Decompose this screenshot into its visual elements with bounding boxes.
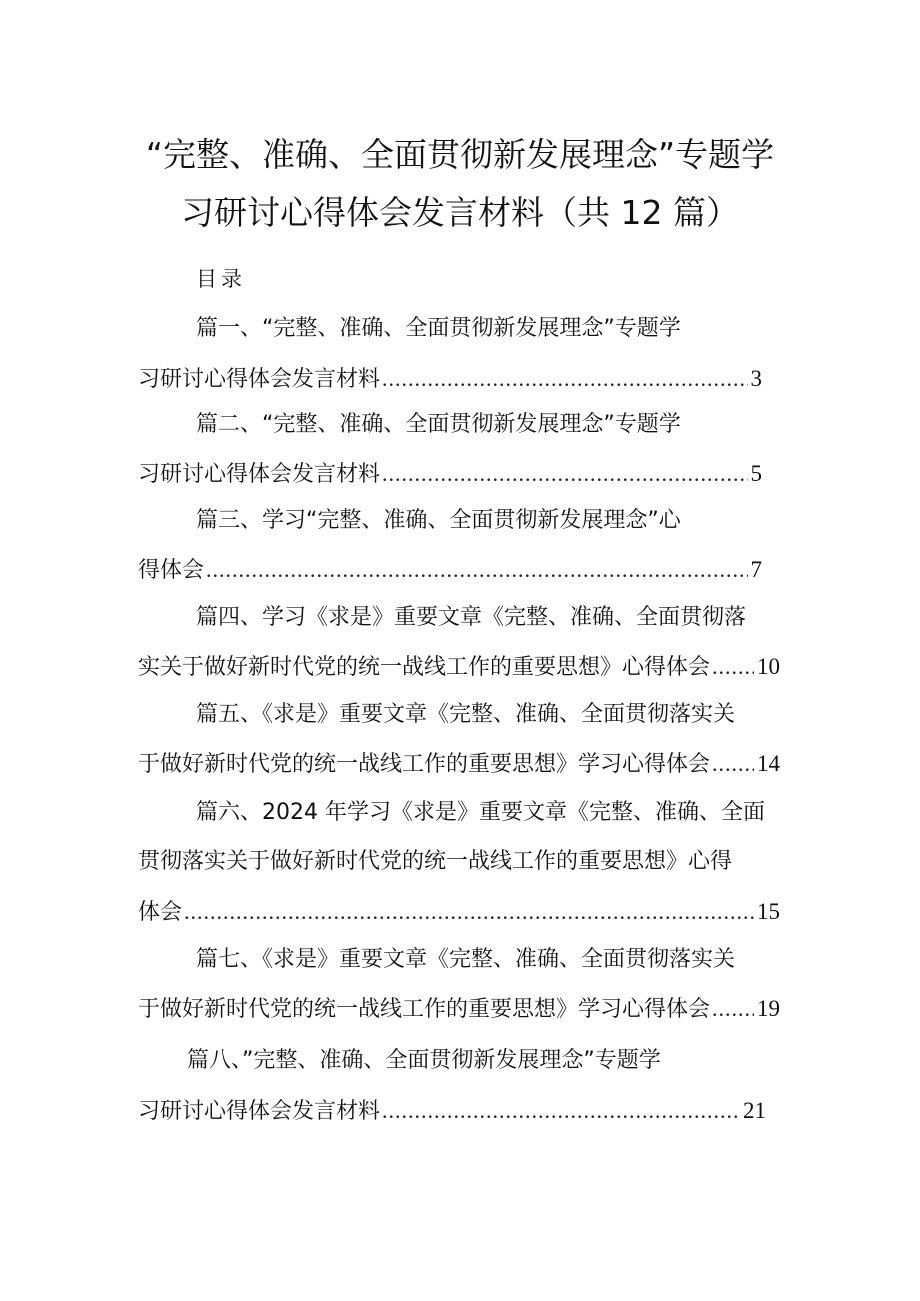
toc-leader-dots	[184, 897, 754, 927]
toc-entry-last-line	[138, 994, 780, 1024]
toc-entry-last-line	[138, 652, 780, 682]
toc-entry-text: 习研讨心得体会发言材料	[138, 367, 381, 392]
toc-entry-text: 篇六、2024 年学习《求是》重要文章《完整、准确、全面	[196, 800, 765, 825]
toc-page-number: 19	[757, 996, 780, 1021]
toc-page-number: 3	[750, 366, 762, 391]
toc-entry-text: 篇二、“完整、准确、全面贯彻新发展理念”专题学	[196, 412, 681, 437]
toc-leader-dots	[382, 364, 747, 394]
toc-entry-last-line	[138, 749, 780, 779]
toc-leader-dots	[712, 749, 754, 779]
toc-entry-text: 篇五、《求是》重要文章《完整、准确、全面贯彻落实关	[196, 702, 736, 727]
toc-entry-last-line	[138, 897, 780, 927]
toc-entry-text: 贯彻落实关于做好新时代党的统一战线工作的重要思想》心得	[138, 849, 733, 874]
document-title-line-2: 习研讨心得体会发言材料（共 12 篇）	[181, 193, 739, 232]
toc-entry-text: 实关于做好新时代党的统一战线工作的重要思想》心得体会	[138, 655, 711, 680]
toc-entry-text: 篇一、“完整、准确、全面贯彻新发展理念”专题学	[196, 316, 681, 341]
toc-entry-text: 于做好新时代党的统一战线工作的重要思想》学习心得体会	[138, 997, 711, 1022]
toc-entry-text: 得体会	[138, 558, 205, 583]
toc-entry-text: 篇七、《求是》重要文章《完整、准确、全面贯彻落实关	[196, 947, 736, 972]
toc-entry-text: 体会	[138, 900, 183, 925]
toc-page-number: 10	[757, 654, 780, 679]
toc-entry-text: 篇八、”完整、准确、全面贯彻新发展理念”专题学	[187, 1048, 661, 1073]
document-title-line-1: “完整、准确、全面贯彻新发展理念”专题学	[145, 135, 775, 174]
toc-page-number: 14	[757, 751, 780, 776]
toc-leader-dots	[382, 459, 747, 489]
toc-page-number: 21	[743, 1098, 766, 1123]
toc-page-number: 7	[750, 557, 762, 582]
toc-entry-last-line	[138, 459, 762, 489]
toc-leader-dots	[712, 994, 754, 1024]
toc-leader-dots	[712, 652, 754, 682]
toc-entry-last-line	[138, 555, 762, 585]
toc-heading: 目录	[196, 267, 246, 291]
toc-entry-text: 篇四、学习《求是》重要文章《完整、准确、全面贯彻落	[196, 605, 747, 630]
toc-page-number: 5	[750, 461, 762, 486]
toc-page-number: 15	[757, 899, 780, 924]
toc-entry-text: 篇三、学习“完整、准确、全面贯彻新发展理念”心	[196, 508, 681, 533]
toc-entry-last-line	[138, 1096, 766, 1126]
toc-entry-text: 于做好新时代党的统一战线工作的重要思想》学习心得体会	[138, 752, 711, 777]
toc-entry-text: 习研讨心得体会发言材料	[138, 1099, 381, 1124]
toc-leader-dots	[206, 555, 747, 585]
toc-entry-text: 习研讨心得体会发言材料	[138, 462, 381, 487]
toc-entry-last-line	[138, 364, 762, 394]
toc-leader-dots	[382, 1096, 740, 1126]
